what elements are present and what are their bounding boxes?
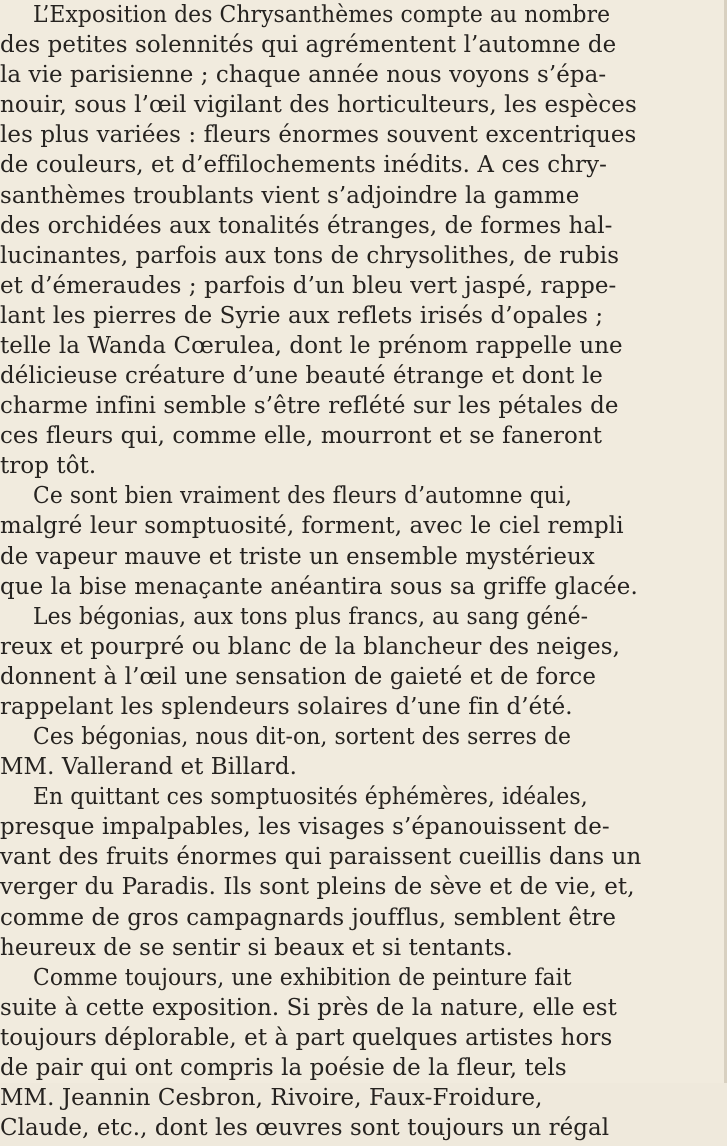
paragraph-1-line-15: ces fleurs qui, comme elle, mourront et se faneront [0,423,603,449]
paragraph-2-line-3: de vapeur mauve et triste un ensemble mystérieux [0,544,595,570]
paragraph-3-line-2: reux et pourpré ou blanc de la blancheur des neiges, [0,634,621,660]
paragraph-5-line-1: En quittant ces somptuosités éphémères, idéales, [33,784,588,810]
paragraph-3-line-1: Les bégonias, aux tons plus francs, au sang géné- [33,604,589,630]
paragraph-4-line-1: Ces bégonias, nous dit-on, sortent des serres de [33,724,572,750]
paragraph-1-line-16: trop tôt. [0,453,97,479]
paragraph-1-line-6: de couleurs, et d’effilochements inédits. A ces chry- [0,152,607,178]
paragraph-1-line-3: la vie parisienne ; chaque année nous voyons s’épa- [0,62,607,88]
paragraph-1-line-9: lucinantes, parfois aux tons de chrysolithes, de rubis [0,243,620,269]
paragraph-3-line-3: donnent à l’œil une sensation de gaieté et de force [0,664,596,690]
paragraph-1-line-2: des petites solennités qui agrémentent l’automne de [0,32,617,58]
paragraph-2-line-1: Ce sont bien vraiment des fleurs d’automne qui, [33,483,573,509]
paragraph-6-line-2: suite à cette exposition. Si près de la nature, elle est [0,995,617,1021]
paragraph-6-line-4: de pair qui ont compris la poésie de la fleur, tels [0,1055,567,1081]
paragraph-1-line-11: lant les pierres de Syrie aux reflets irisés d’opales ; [0,303,604,329]
paragraph-3-line-4: rappelant les splendeurs solaires d’une fin d’été. [0,694,573,720]
paragraph-5-line-6: heureux de se sentir si beaux et si tentants. [0,935,513,961]
paragraph-5-line-5: comme de gros campagnards joufflus, semblent être [0,905,617,931]
paragraph-5-line-3: vant des fruits énormes qui paraissent cueillis dans un [0,844,642,870]
paragraph-6-line-1: Comme toujours, une exhibition de peinture fait [33,965,572,991]
paragraph-6-line-5: MM. Jeannin Cesbron, Rivoire, Faux-Froidure, [0,1085,543,1111]
paragraph-1-line-8: des orchidées aux tonalités étranges, de formes hal- [0,213,613,239]
paragraph-5-line-2: presque impalpables, les visages s’épanouissent de- [0,814,610,840]
paragraph-1-line-1: L’Exposition des Chrysanthèmes compte au nombre [33,2,611,28]
paragraph-1-line-14: charme infini semble s’être reflété sur les pétales de [0,393,619,419]
paragraph-4-line-2: MM. Vallerand et Billard. [0,754,297,780]
paragraph-1-line-5: les plus variées : fleurs énormes souvent excentriques [0,122,637,148]
paragraph-1-line-7: santhèmes troublants vient s’adjoindre la gamme [0,183,580,209]
paragraph-6-line-6: Claude, etc., dont les œuvres sont toujours un régal [0,1115,610,1141]
paragraph-2-line-4: que la bise menaçante anéantira sous sa griffe glacée. [0,574,638,600]
paragraph-6-line-3: toujours déplorable, et à part quelques artistes hors [0,1025,613,1051]
paragraph-1-line-4: nouir, sous l’œil vigilant des horticulteurs, les espèces [0,92,637,118]
paragraph-2-line-2: malgré leur somptuosité, forment, avec le ciel rempli [0,513,624,539]
paragraph-1-line-12: telle la Wanda Cœrulea, dont le prénom rappelle une [0,333,623,359]
paragraph-5-line-4: verger du Paradis. Ils sont pleins de sève et de vie, et, [0,874,635,900]
paragraph-1-line-10: et d’émeraudes ; parfois d’un bleu vert jaspé, rappe- [0,273,617,299]
paragraph-1-line-13: délicieuse créature d’une beauté étrange et dont le [0,363,603,389]
